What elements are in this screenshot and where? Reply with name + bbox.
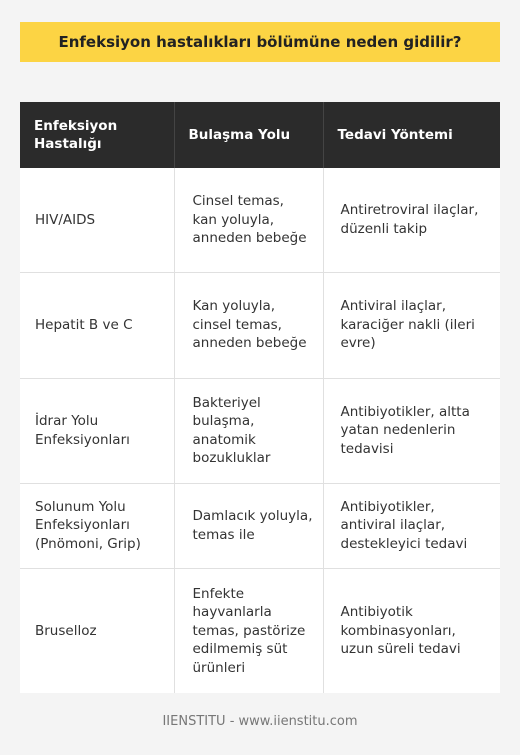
header-disease: Enfeksiyon Hastalığı <box>20 102 174 168</box>
cell-treatment: Antibiyotikler, antiviral ilaçlar, destekleyici tedavi <box>323 483 500 568</box>
cell-transmission: Enfekte hayvanlarla temas, pastörize edilmemiş süt ürünleri <box>174 568 323 693</box>
cell-disease: HIV/AIDS <box>20 168 174 272</box>
cell-treatment: Antibiyotik kombinasyonları, uzun süreli tedavi <box>323 568 500 693</box>
table-row <box>20 483 500 568</box>
cell-disease: Bruselloz <box>20 568 174 693</box>
cell-transmission: Bakteriyel bulaşma, anatomik bozukluklar <box>174 378 323 483</box>
page-title-text: Enfeksiyon hastalıkları bölümüne neden gidilir? <box>58 33 462 51</box>
cell-treatment: Antibiyotikler, altta yatan nedenlerin tedavisi <box>323 378 500 483</box>
cell-transmission: Damlacık yoluyla, temas ile <box>174 483 323 568</box>
cell-disease: Solunum Yolu Enfeksiyonları (Pnömoni, Grip) <box>20 483 174 568</box>
table-row <box>20 378 500 483</box>
cell-treatment: Antiretroviral ilaçlar, düzenli takip <box>323 168 500 272</box>
page-title <box>20 22 500 62</box>
header-treatment: Tedavi Yöntemi <box>323 102 500 168</box>
cell-transmission: Cinsel temas, kan yoluyla, anneden bebeğe <box>174 168 323 272</box>
cell-disease: Hepatit B ve C <box>20 272 174 378</box>
footer-credit: IIENSTITU - www.iienstitu.com <box>162 714 358 729</box>
cell-treatment: Antiviral ilaçlar, karaciğer nakli (ileri evre) <box>323 272 500 378</box>
table-row <box>20 272 500 378</box>
cell-disease: İdrar Yolu Enfeksiyonları <box>20 378 174 483</box>
cell-transmission: Kan yoluyla, cinsel temas, anneden bebeğe <box>174 272 323 378</box>
header-transmission: Bulaşma Yolu <box>174 102 323 168</box>
table-header-row <box>20 102 500 168</box>
table-row <box>20 168 500 272</box>
infection-table <box>20 102 500 693</box>
table-row <box>20 568 500 693</box>
